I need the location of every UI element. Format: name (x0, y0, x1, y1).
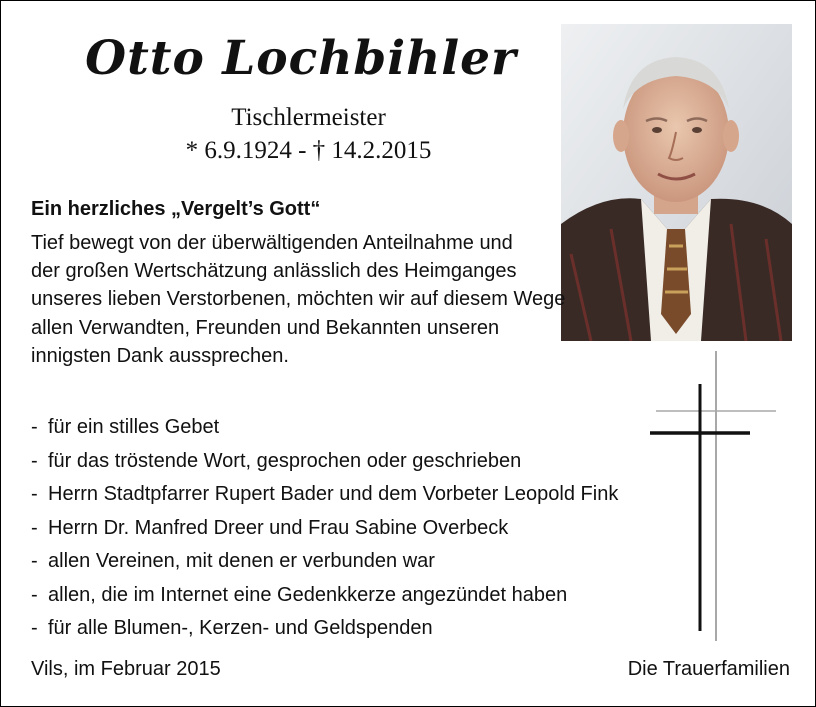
thanks-heading: Ein herzliches „Vergelt’s Gott“ (31, 198, 321, 220)
portrait-image (561, 24, 792, 341)
paragraph-line: innigsten Dank aussprechen. (31, 344, 289, 367)
profession: Tischlermeister (231, 104, 386, 131)
paragraph-line: allen Verwandten, Freunden und Bekannten unseren (31, 316, 500, 339)
list-item-text: für alle Blumen-, Kerzen- und Geldspenden (48, 617, 433, 639)
list-item-text: Herrn Dr. Manfred Dreer und Frau Sabine Overbeck (48, 516, 509, 539)
list-item-text: für ein stilles Gebet (48, 416, 220, 438)
list-bullet: - (31, 617, 38, 639)
paragraph-line: der großen Wertschätzung anlässlich des Heimganges (31, 260, 517, 283)
list-item (31, 478, 618, 512)
cross-icon (646, 351, 781, 641)
portrait-photo (561, 24, 792, 341)
list-item-text: für das tröstende Wort, gesprochen oder geschrieben (48, 449, 522, 472)
list-item (31, 411, 618, 445)
signature: Die Trauerfamilien (627, 658, 790, 680)
list-item (31, 612, 618, 646)
deceased-name: Otto Lochbihler (85, 31, 517, 86)
list-bullet: - (31, 449, 38, 472)
list-bullet: - (31, 516, 38, 539)
list-item-text: allen Vereinen, mit denen er verbunden war (48, 550, 435, 572)
list-bullet: - (31, 483, 38, 505)
paragraph-line: unseres lieben Verstorbenen, möchten wir auf diesem Wege (31, 288, 566, 311)
thanks-list (31, 411, 618, 646)
list-item (31, 512, 618, 546)
list-bullet: - (31, 550, 38, 572)
list-item (31, 545, 618, 579)
list-bullet: - (31, 583, 38, 606)
paragraph-line: Tief bewegt von der überwältigenden Anteilnahme und (31, 232, 513, 254)
thanks-paragraph (31, 229, 565, 370)
list-item (31, 579, 618, 613)
list-item (31, 445, 618, 479)
list-bullet: - (31, 416, 38, 438)
list-item-text: allen, die im Internet eine Gedenkkerze angezündet haben (48, 583, 568, 606)
life-dates: * 6.9.1924 - † 14.2.2015 (185, 137, 432, 164)
place-and-date: Vils, im Februar 2015 (31, 658, 221, 680)
list-item-text: Herrn Stadtpfarrer Rupert Bader und dem Vorbeter Leopold Fink (48, 483, 619, 505)
